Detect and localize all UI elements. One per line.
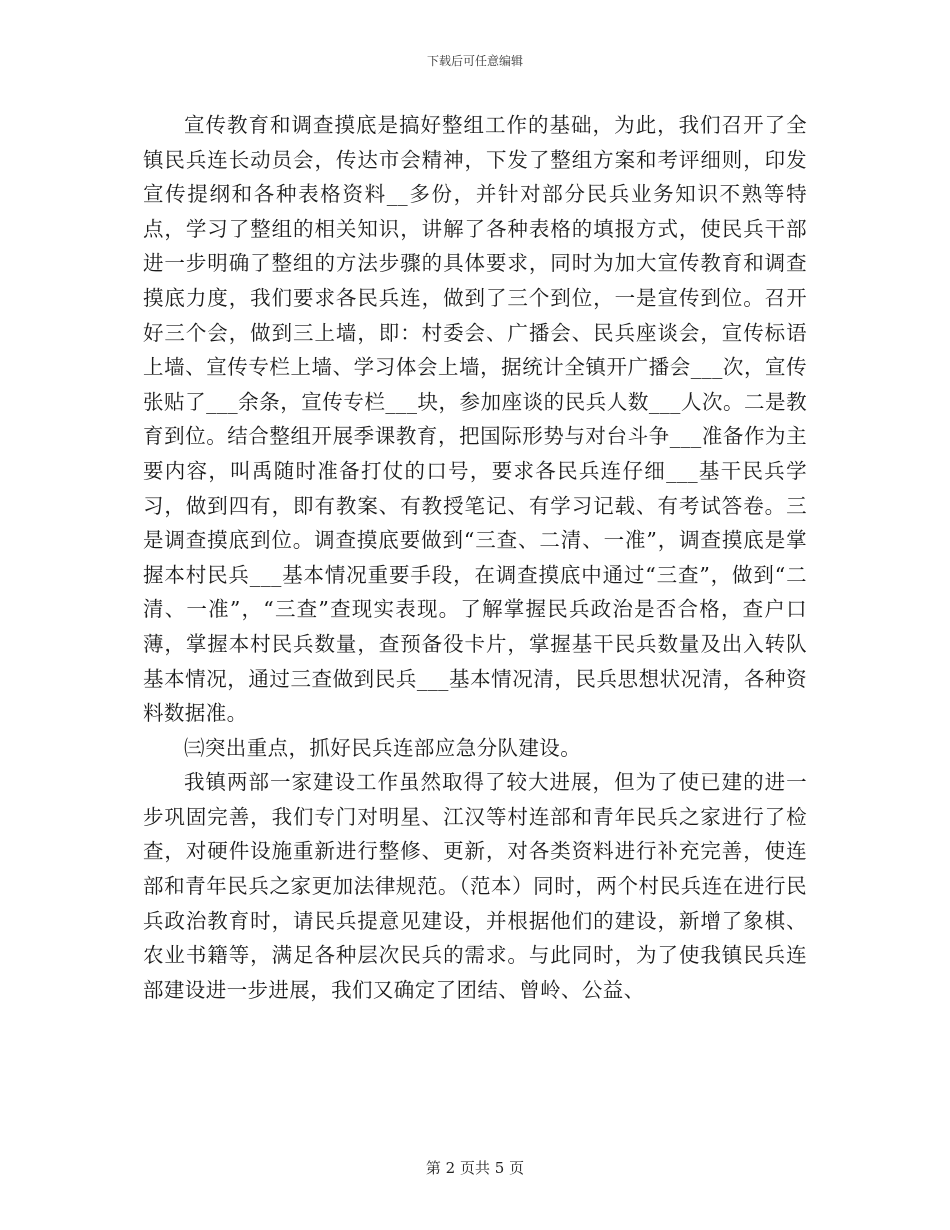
page-number: 第 2 页共 5 页 xyxy=(425,1159,525,1177)
paragraph-3: 我镇两部一家建设工作虽然取得了较大进展，但为了使已建的进一步巩固完善，我们专门对明星、江汉等村连部和青年民兵之家进行了检查，对硬件设施重新进行整修、更新，对各类资料进行补充完善，使连部和青年民兵之家更加法律规范。（范本）同时，两个村民兵连在进行民兵政治教育时，请民兵提意见建设，并根据他们的建设，新增了象棋、农业书籍等，满足各种层次民兵的需求。与此同时，为了使我镇民兵连部建设进一步进展，我们又确定了团结、曾岭、公益、 xyxy=(143,770,807,1002)
page-header: 下载后可任意编辑 xyxy=(426,54,523,68)
paragraph-1: 宣传教育和调查摸底是搞好整组工作的基础，为此，我们召开了全镇民兵连长动员会，传达市会精神，下发了整组方案和考评细则，印发宣传提纲和各种表格资料__多份，并针对部分民兵业务知识不熟等特点，学习了整组的相关知识，讲解了各种表格的填报方式，使民兵干部进一步明确了整组的方法步骤的具体要求，同时为加大宣传教育和调查摸底力度，我们要求各民兵连，做到了三个到位，一是宣传到位。召开好三个会，做到三上墙，即：村委会、广播会、民兵座谈会，宣传标语上墙、宣传专栏上墙、学习体会上墙，据统计全镇开广播会___次，宣传张贴了___余条，宣传专栏___块，参加座谈的民兵人数___人次。二是教育到位。结合整组开展季课教育，把国际形势与对台斗争___准备作为主要内容，叫禹随时准备打仗的口号，要求各民兵连仔细___基干民兵学习，做到四有，即有教案、有教授笔记、有学习记载、有考试答卷。三是调查摸底到位。调查摸底要做到“三查、二清、一准”，调查摸底是掌握本村民兵___基本情况重要手段，在调查摸底中通过“三查”，做到“二清、一准”，“三查”查现实表现。了解掌握民兵政治是否合格，查户口薄，掌握本村民兵数量，查预备役卡片，掌握基干民兵数量及出入转队基本情况，通过三查做到民兵___基本情况清，民兵思想状况清，各种资料数据准。 xyxy=(143,113,807,726)
paragraph-2: ㈢突出重点，抓好民兵连部应急分队建设。 xyxy=(184,735,582,760)
document-body xyxy=(143,108,807,1007)
